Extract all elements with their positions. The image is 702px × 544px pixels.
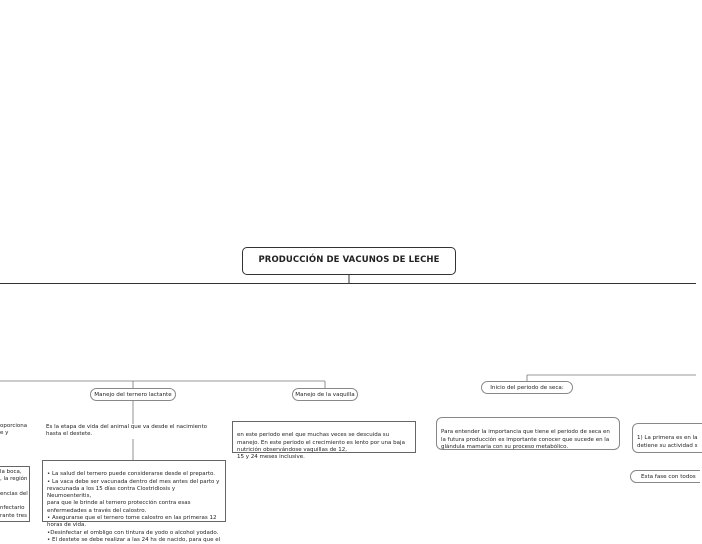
left-partial-text-top: oporciona e y xyxy=(0,423,30,438)
heifer-description-text: en este periodo enel que muchas veces se descuida su manejo. En este periodo el crecimiento es lento por una baja nutrición observándose vaquillas de 12, 15 y 24 meses inclusive. xyxy=(237,432,405,461)
calf-branch-node[interactable] xyxy=(90,388,176,401)
heifer-description-box[interactable] xyxy=(232,421,416,461)
root-title: PRODUCCIÓN DE VACUNOS DE LECHE xyxy=(258,255,440,265)
dry-description-text: Para entender la importancia que tiene el periodo de seca en la futura producción es importante conocer que sucede en la glándula mamaria con su proceso metabólico. xyxy=(441,429,610,450)
left-partial-text-bottom: la boca, , la región encias del nfectario rante tres xyxy=(0,469,30,520)
dry-right-box[interactable] xyxy=(632,423,702,453)
heifer-branch-label: Manejo de la vaquilla xyxy=(295,392,355,398)
dry-right-phase-node[interactable] xyxy=(630,470,700,483)
calf-description: Es la etapa de vida del animal que va desde el nacimiento hasta el destete. xyxy=(46,424,224,439)
dry-description-box[interactable] xyxy=(436,417,620,450)
left-partial-box-edge xyxy=(0,466,30,522)
calf-details-text: • La salud del ternero puede considerarse desde el preparto. • La vaca debe ser vacunada dentro del mes antes del parto y revacunada a los 15 días contra Clostridiosis y Neumoenteritis, para que le brinde al ternero protección contra esas enfermedades a través del calostro. • Asegurarse que el ternero tome calostro en las primeras 12 horas de vida. •Desinfectar el ombligo con tintura de yodo o alcohol yodado. • El destete se debe realizar a las 24 hs de nacido, para que el xyxy=(47,471,221,543)
heifer-branch-node[interactable] xyxy=(292,388,358,401)
root-node[interactable] xyxy=(242,247,456,275)
calf-branch-label: Manejo del ternero lactante xyxy=(94,392,172,398)
calf-details-box[interactable] xyxy=(42,460,226,543)
dry-right-phase-label: Esta fase con todos xyxy=(641,474,696,480)
dry-branch-label: Inicio del periodo de seca: xyxy=(490,385,564,391)
dry-branch-node[interactable] xyxy=(481,381,573,394)
dry-right-text: 1) La primera es en la detiene su actividad s xyxy=(637,435,698,449)
